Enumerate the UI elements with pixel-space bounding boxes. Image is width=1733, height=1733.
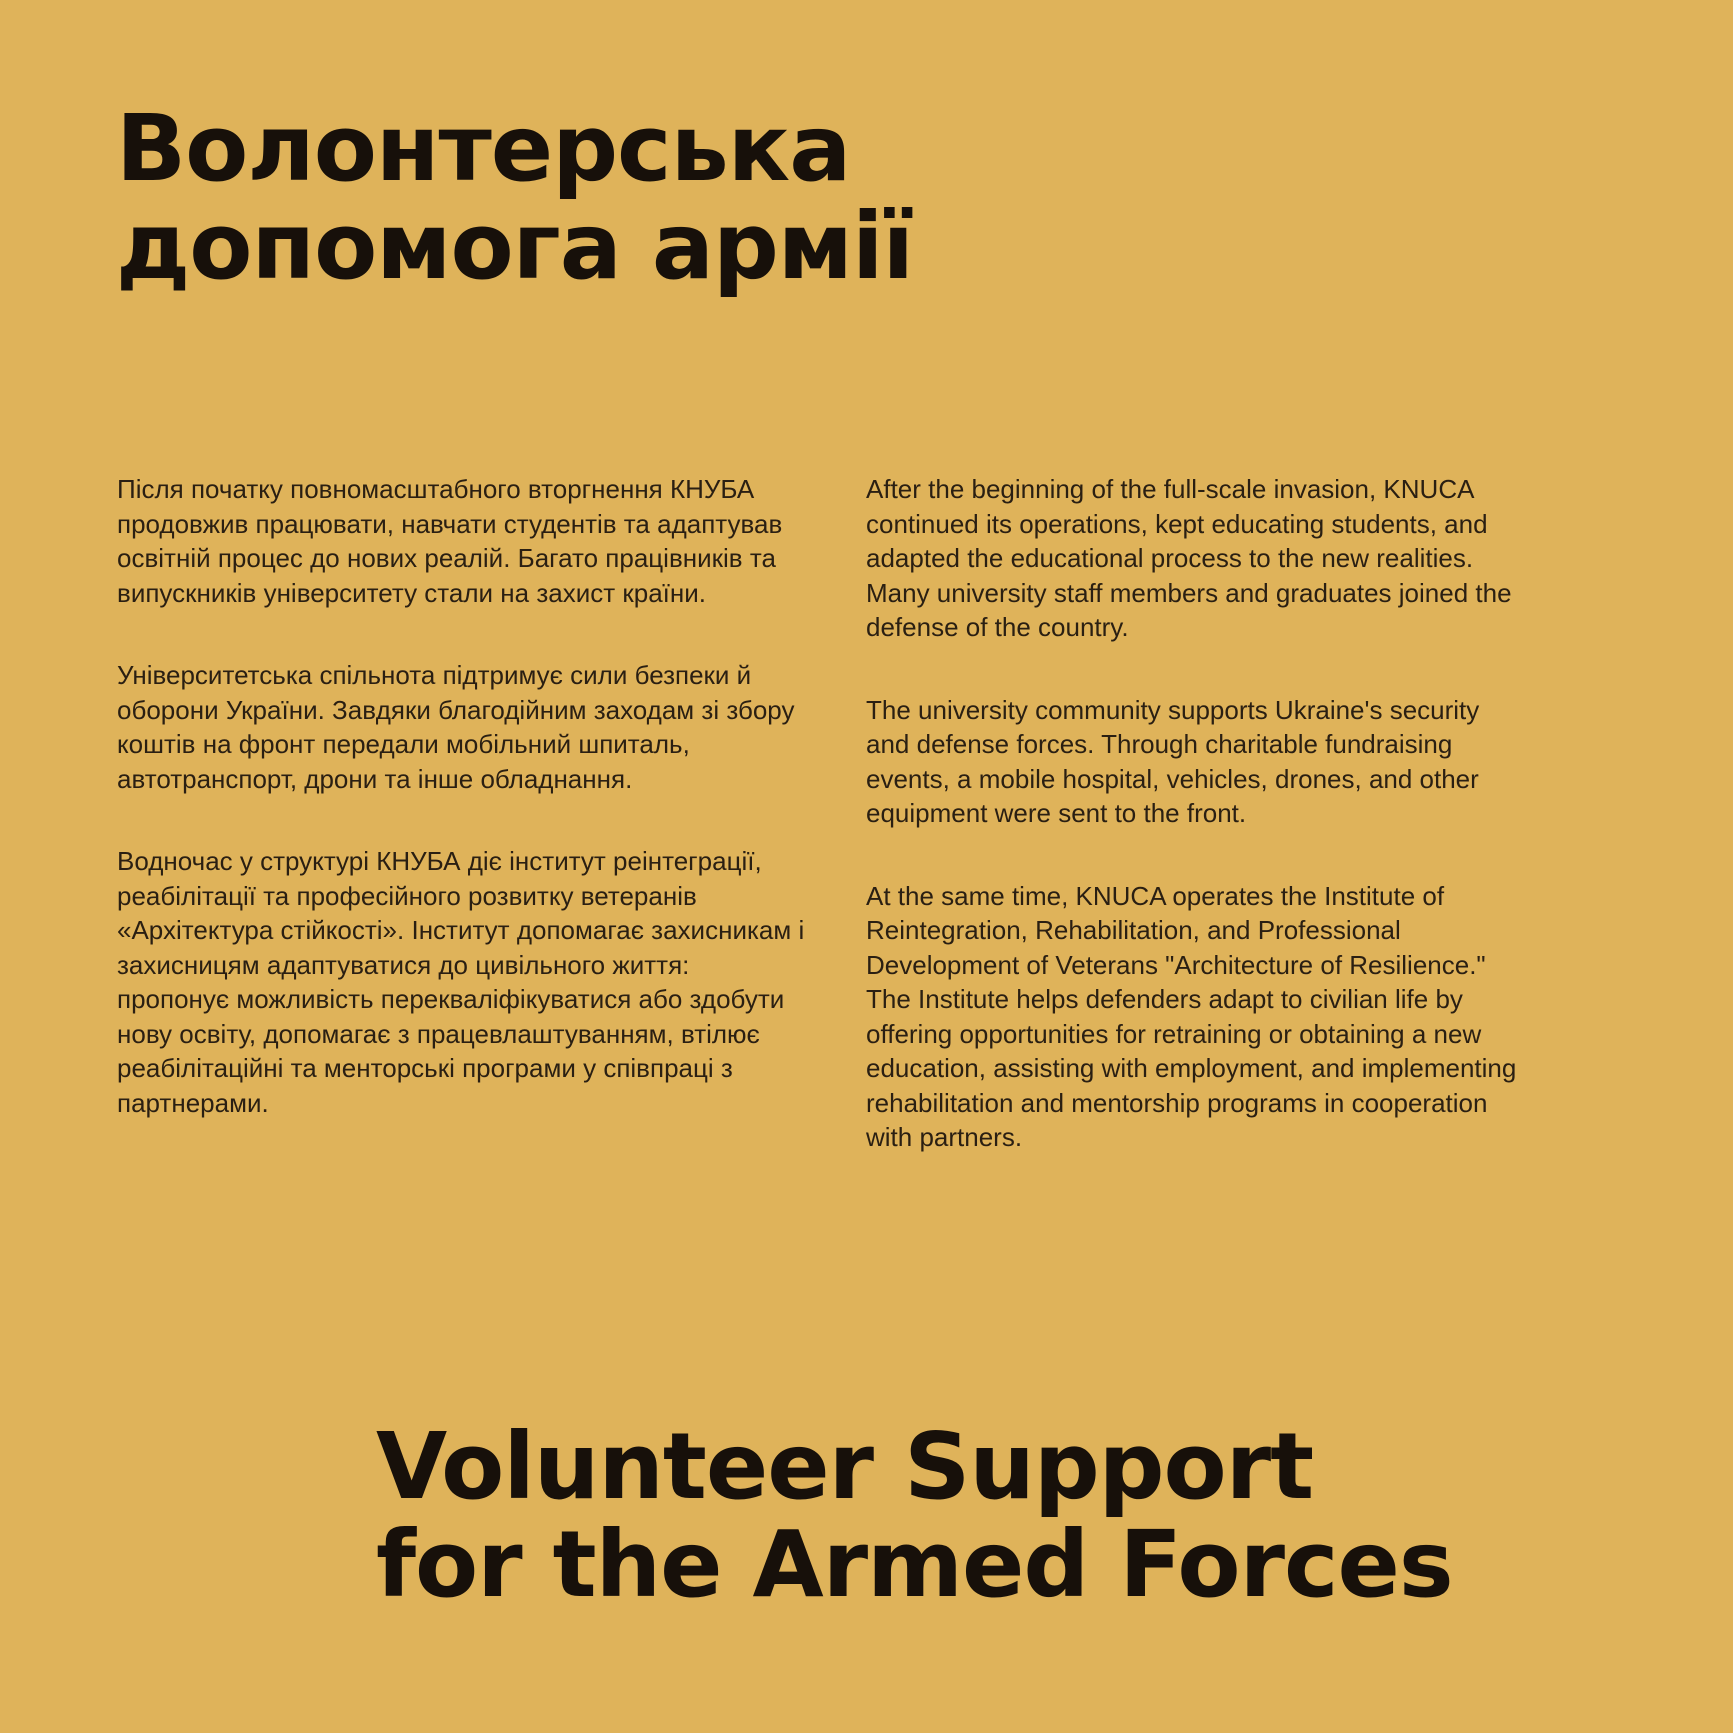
uk-paragraph-1: Після початку повномасштабного вторгнення КНУБА продовжив працювати, навчати студентів та адаптував освітній процес до нових реалій. Багато працівників та випускників університету стали на захист країни. [117, 474, 783, 608]
uk-paragraph-3: Водночас у структурі КНУБА діє інститут реінтеграції, реабілітації та професійного розвитку ветеранів «Архітектура стійкості». Інститут допомагає захисникам і захисницям адаптуватися до цивільного життя: пропонує можливість перекваліфікуватися або здобути нову освіту, допомагає з працевлаштуванням, втілює реабілітаційні та менторські програми у співпраці з партнерами. [117, 846, 805, 1118]
en-paragraph-2: The university community supports Ukraine's security and defense forces. Through charitable fundraising events, a mobile hospital, vehicles, drones, and other equipment were sent to the front. [866, 694, 1480, 828]
english-text-column [866, 472, 1526, 1203]
page-title-english [376, 1413, 1453, 1618]
en-paragraph-3: At the same time, KNUCA operates the Institute of Reintegration, Rehabilitation, and Professional Development of Veterans "Architecture of Resilience." The Institute helps defenders adapt to civilian life by offering opportunities for retraining or obtaining a new education, assisting with employment, and implementing rehabilitation and mentorship programs in cooperation with partners. [866, 880, 1517, 1152]
title-uk-line-2: допомога армії [116, 193, 914, 300]
uk-paragraph-2: Університетська спільнота підтримує сили безпеки й оборони України. Завдяки благодійним заходам зі збору коштів на фронт передали мобільний шпиталь, автотранспорт, дрони та інше обладнання. [117, 660, 795, 794]
title-en-line-2: for the Armed Forces [376, 1511, 1453, 1618]
ukrainian-text-column [117, 472, 807, 1168]
page-title-ukrainian [116, 95, 914, 300]
title-uk-line-1: Волонтерська [116, 95, 851, 202]
title-en-line-1: Volunteer Support [376, 1413, 1314, 1520]
en-paragraph-1: After the beginning of the full-scale invasion, KNUCA continued its operations, kept educating students, and adapted the educational process to the new realities. Many university staff members and graduates joined the defense of the country. [866, 474, 1512, 642]
